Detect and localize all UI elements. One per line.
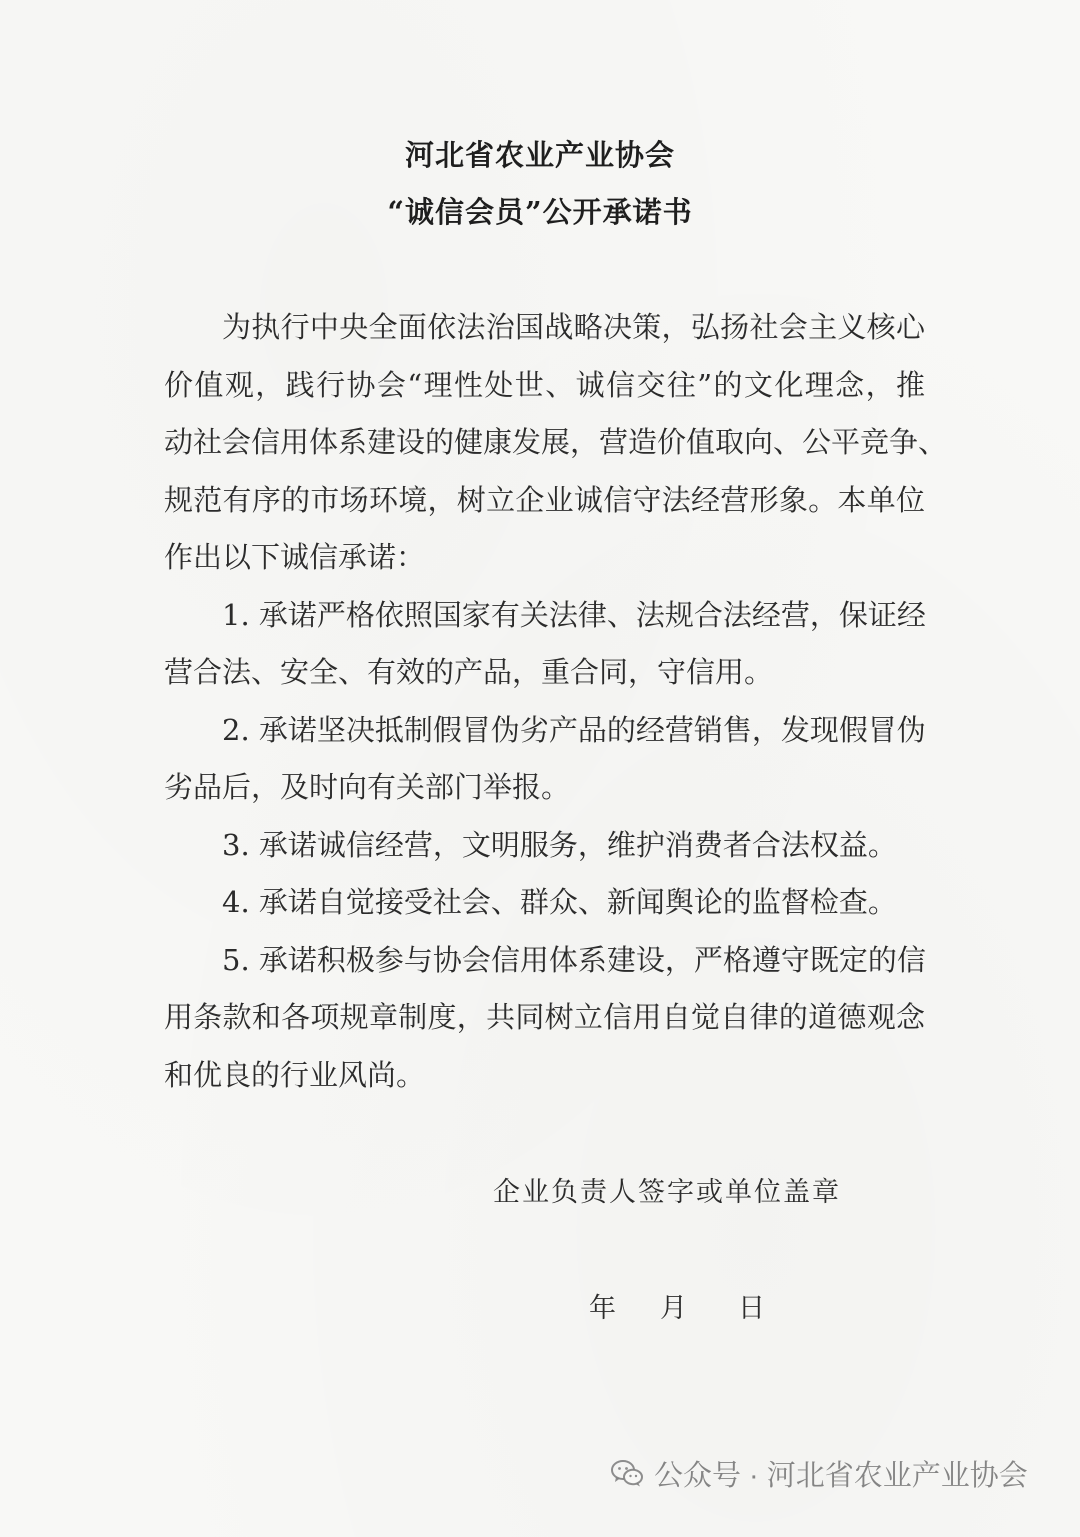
- body-line: 作出以下诚信承诺：: [164, 540, 426, 574]
- body-line: 3. 承诺诚信经营，文明服务，维护消费者合法权益。: [222, 828, 897, 862]
- wechat-icon: [610, 1458, 644, 1488]
- body-line: 5. 承诺积极参与协会信用体系建设，严格遵守既定的信: [222, 943, 926, 977]
- document-title: 河北省农业产业协会: [404, 138, 675, 172]
- date-year: 年: [589, 1293, 616, 1324]
- body-line: 为执行中央全面依法治国战略决策，弘扬社会主义核心: [222, 310, 925, 344]
- body-line: 动社会信用体系建设的健康发展，营造价值取向、公平竞争、: [164, 425, 948, 459]
- body-line: 2. 承诺坚决抵制假冒伪劣产品的经营销售，发现假冒伪: [222, 713, 926, 747]
- date-day: 日: [738, 1293, 765, 1324]
- body-line: 规范有序的市场环境，树立企业诚信守法经营形象。本单位: [164, 483, 925, 517]
- body-line: 和优良的行业风尚。: [164, 1058, 426, 1092]
- body-line: 用条款和各项规章制度，共同树立信用自觉自律的道德观念: [164, 1000, 925, 1034]
- watermark-text: 公众号 · 河北省农业产业协会: [654, 1459, 1028, 1492]
- body-line: 4. 承诺自觉接受社会、群众、新闻舆论的监督检查。: [222, 885, 897, 919]
- signature-label: 企业负责人签字或单位盖章: [493, 1177, 841, 1208]
- watermark: [610, 1453, 1028, 1493]
- body-line: 劣品后，及时向有关部门举报。: [164, 770, 571, 804]
- body-line: 1. 承诺严格依照国家有关法律、法规合法经营，保证经: [222, 598, 926, 632]
- date-month: 月: [660, 1293, 687, 1324]
- body-line: 营合法、安全、有效的产品，重合同，守信用。: [164, 655, 774, 689]
- body-line: 价值观，践行协会“理性处世、诚信交往”的文化理念，推: [164, 368, 925, 402]
- document-subtitle: “诚信会员”公开承诺书: [387, 195, 693, 229]
